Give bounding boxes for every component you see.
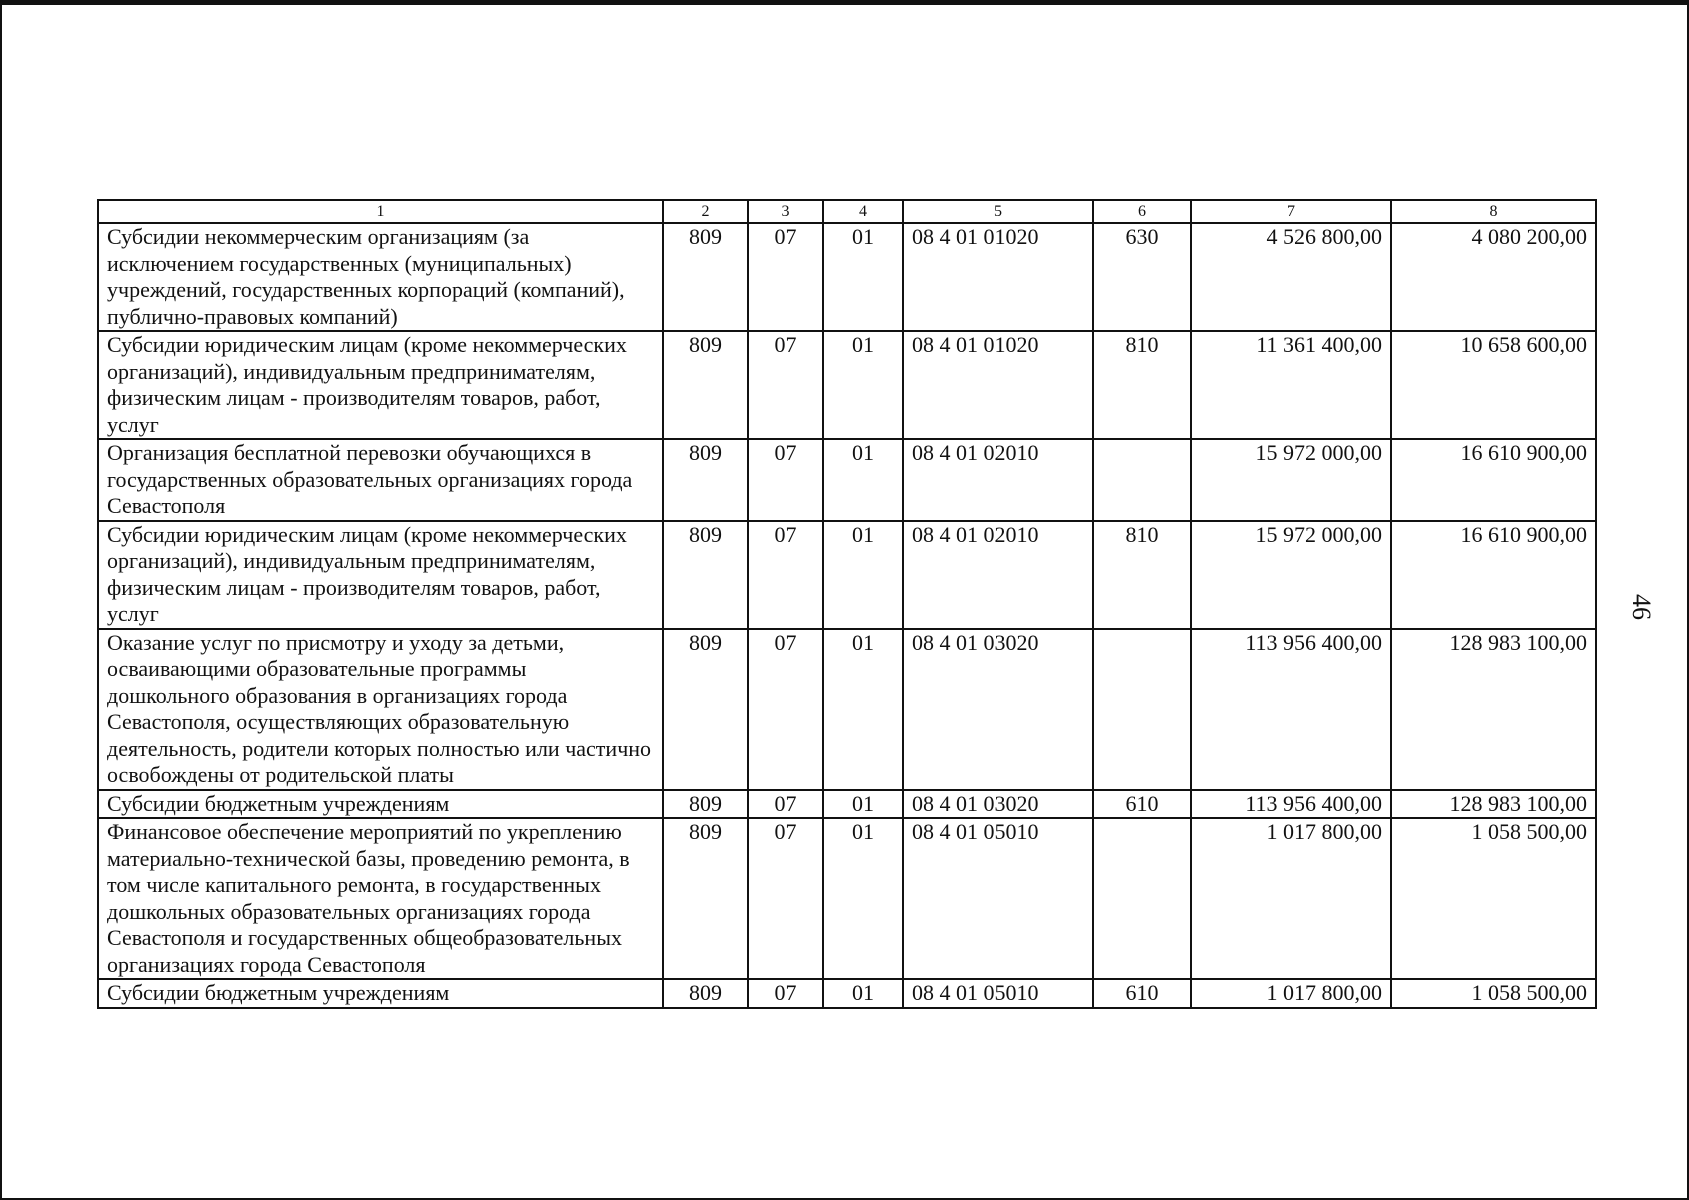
cell-expense-type [1093,818,1191,979]
header-row [98,200,1596,223]
cell-amount-2: 1 058 500,00 [1391,818,1596,979]
table-row [98,629,1596,790]
cell-subsection: 01 [823,818,903,979]
cell-target-code: 08 4 01 02010 [903,439,1093,521]
cell-amount-2: 16 610 900,00 [1391,521,1596,629]
cell-target-code: 08 4 01 05010 [903,818,1093,979]
cell-subsection: 01 [823,331,903,439]
cell-subsection: 01 [823,979,903,1008]
scan-top-edge [0,0,1689,5]
row-name: Субсидии бюджетным учреждениям [98,979,663,1008]
cell-section: 07 [748,521,823,629]
cell-ministry-code: 809 [663,629,748,790]
col-header-1: 1 [98,200,663,223]
cell-target-code: 08 4 01 05010 [903,979,1093,1008]
col-header-6: 6 [1093,200,1191,223]
cell-amount-1: 113 956 400,00 [1191,629,1391,790]
cell-ministry-code: 809 [663,979,748,1008]
col-header-4: 4 [823,200,903,223]
row-name: Организация бесплатной перевозки обучающихся в государственных образовательных организациях города Севастополя [98,439,663,521]
col-header-5: 5 [903,200,1093,223]
cell-expense-type [1093,629,1191,790]
budget-table [97,199,1597,1009]
cell-ministry-code: 809 [663,331,748,439]
table-row [98,790,1596,819]
cell-amount-1: 1 017 800,00 [1191,979,1391,1008]
cell-amount-2: 10 658 600,00 [1391,331,1596,439]
cell-expense-type: 810 [1093,331,1191,439]
cell-subsection: 01 [823,521,903,629]
cell-amount-2: 4 080 200,00 [1391,223,1596,331]
row-name: Субсидии юридическим лицам (кроме некоммерческих организаций), индивидуальным предпринимателям, физическим лицам - производителям товаров, работ, услуг [98,331,663,439]
cell-target-code: 08 4 01 03020 [903,790,1093,819]
table-row [98,521,1596,629]
table-row [98,223,1596,331]
cell-amount-1: 1 017 800,00 [1191,818,1391,979]
cell-amount-1: 4 526 800,00 [1191,223,1391,331]
col-header-3: 3 [748,200,823,223]
table-row [98,439,1596,521]
cell-amount-2: 16 610 900,00 [1391,439,1596,521]
cell-amount-2: 128 983 100,00 [1391,790,1596,819]
cell-section: 07 [748,818,823,979]
col-header-2: 2 [663,200,748,223]
cell-amount-2: 1 058 500,00 [1391,979,1596,1008]
cell-expense-type [1093,439,1191,521]
row-name: Субсидии юридическим лицам (кроме некоммерческих организаций), индивидуальным предпринимателям, физическим лицам - производителям товаров, работ, услуг [98,521,663,629]
cell-subsection: 01 [823,629,903,790]
cell-target-code: 08 4 01 01020 [903,331,1093,439]
cell-ministry-code: 809 [663,790,748,819]
cell-subsection: 01 [823,439,903,521]
row-name: Оказание услуг по присмотру и уходу за детьми, осваивающими образовательные программы дошкольного образования в организациях города Севастополя, осуществляющих образовательную деятельность, родители которых полностью или частично освобождены от родительской платы [98,629,663,790]
cell-section: 07 [748,223,823,331]
row-name: Финансовое обеспечение мероприятий по укреплению материально-технической базы, проведению ремонта, в том числе капитального ремонта, в государственных дошкольных образовательных организациях города Севастополя и государственных общеобразовательных организациях города Севастополя [98,818,663,979]
cell-subsection: 01 [823,790,903,819]
table-row [98,331,1596,439]
cell-amount-1: 113 956 400,00 [1191,790,1391,819]
cell-expense-type: 810 [1093,521,1191,629]
cell-expense-type: 630 [1093,223,1191,331]
cell-ministry-code: 809 [663,818,748,979]
cell-expense-type: 610 [1093,979,1191,1008]
cell-amount-1: 15 972 000,00 [1191,439,1391,521]
cell-amount-2: 128 983 100,00 [1391,629,1596,790]
row-name: Субсидии некоммерческим организациям (за исключением государственных (муниципальных) учреждений, государственных корпораций (компаний), публично-правовых компаний) [98,223,663,331]
cell-target-code: 08 4 01 03020 [903,629,1093,790]
cell-ministry-code: 809 [663,223,748,331]
col-header-7: 7 [1191,200,1391,223]
col-header-8: 8 [1391,200,1596,223]
cell-subsection: 01 [823,223,903,331]
row-name: Субсидии бюджетным учреждениям [98,790,663,819]
cell-target-code: 08 4 01 01020 [903,223,1093,331]
table-row [98,818,1596,979]
cell-section: 07 [748,790,823,819]
cell-amount-1: 15 972 000,00 [1191,521,1391,629]
cell-section: 07 [748,629,823,790]
page-number: 46 [1627,594,1656,620]
cell-ministry-code: 809 [663,521,748,629]
table-row [98,979,1596,1008]
cell-ministry-code: 809 [663,439,748,521]
cell-section: 07 [748,439,823,521]
cell-section: 07 [748,331,823,439]
cell-section: 07 [748,979,823,1008]
cell-expense-type: 610 [1093,790,1191,819]
cell-amount-1: 11 361 400,00 [1191,331,1391,439]
cell-target-code: 08 4 01 02010 [903,521,1093,629]
